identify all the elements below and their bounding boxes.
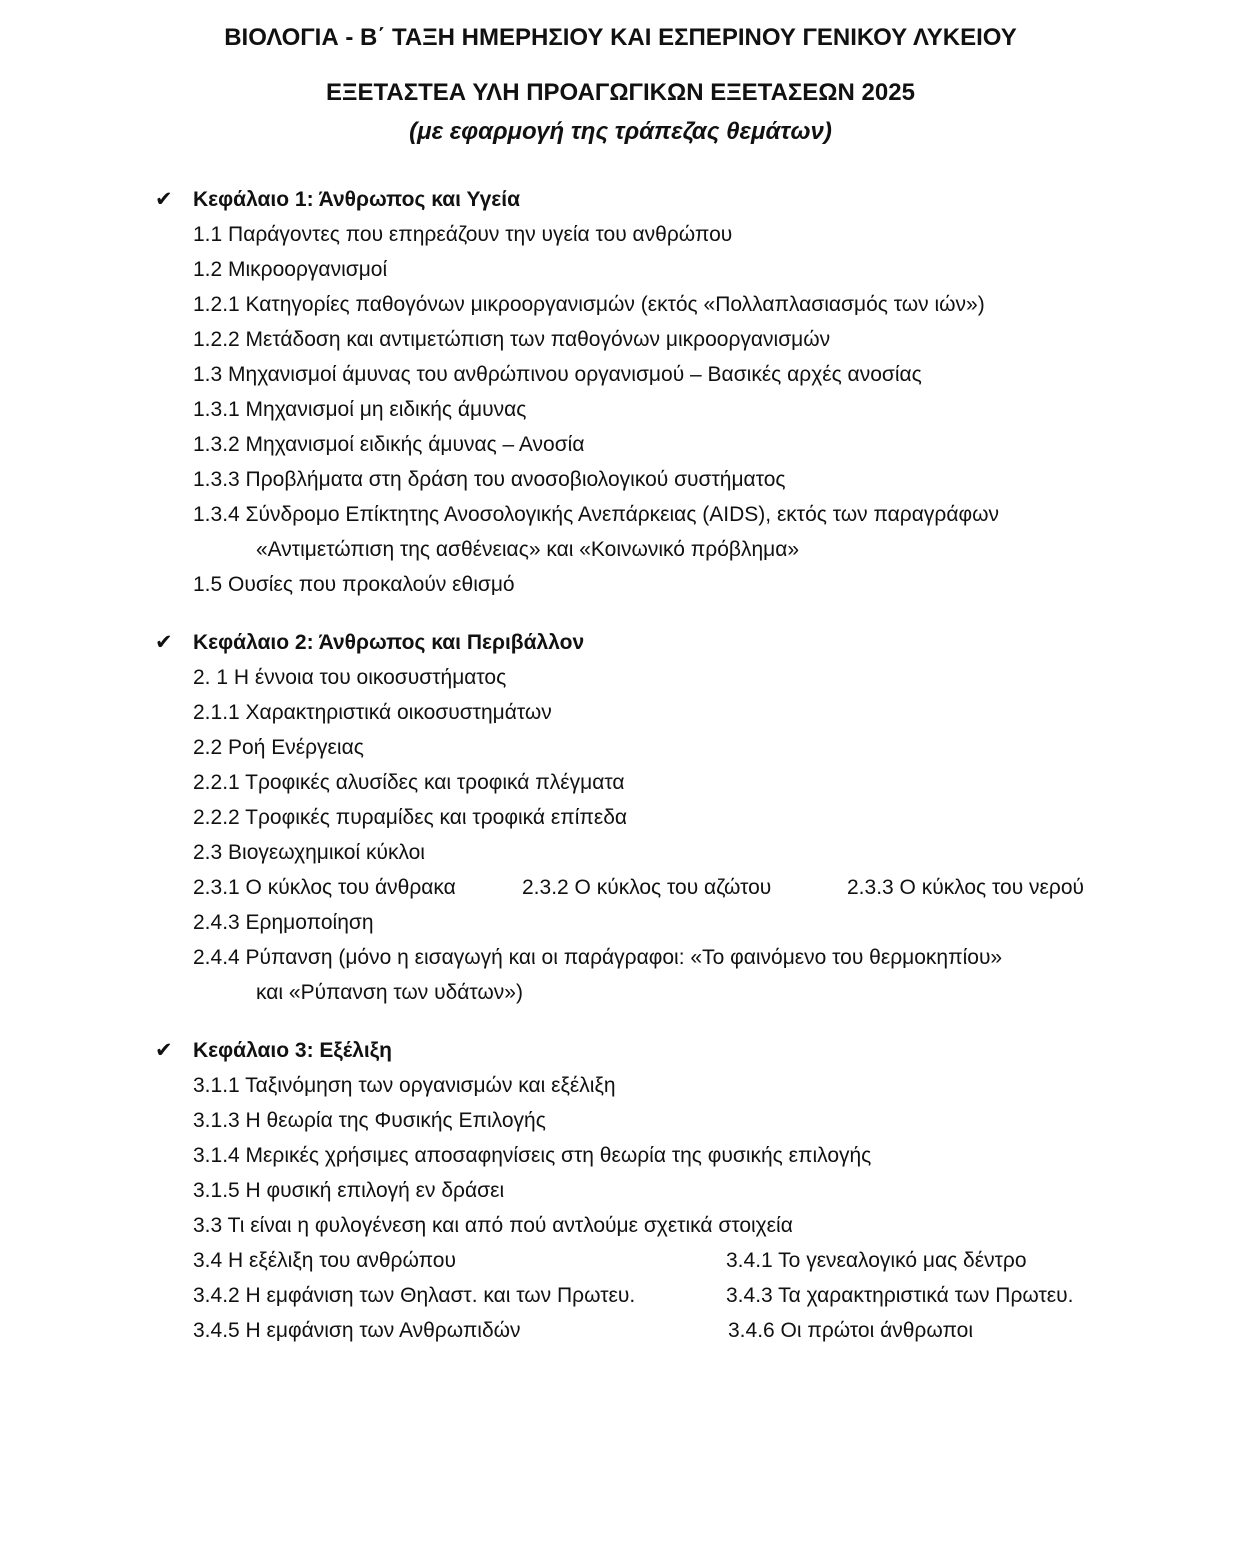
list-item: 1.2.2 Μετάδοση και αντιμετώπιση των παθογόνων μικροοργανισμών [193,328,831,351]
list-item: 2.2.2 Τροφικές πυραμίδες και τροφικά επίπεδα [193,806,628,829]
list-item: 1.1 Παράγοντες που επηρεάζουν την υγεία του ανθρώπου [193,223,733,246]
list-item: 1.3.2 Μηχανισμοί ειδικής άμυνας – Ανοσία [193,433,585,456]
list-item: 2.4.4 Ρύπανση (μόνο η εισαγωγή και οι παράγραφοι: «Το φαινόμενο του θερμοκηπίου» [193,946,1003,969]
list-item: 1.3.1 Μηχανισμοί μη ειδικής άμυνας [193,398,527,421]
chapter-1-title: Κεφάλαιο 1: Άνθρωπος και Υγεία [193,188,521,211]
check-mark-icon: ✔ [155,631,173,654]
chapter-2-title: Κεφάλαιο 2: Άνθρωπος και Περιβάλλον [193,631,585,654]
list-item: 3.4.1 Το γενεαλογικό μας δέντρο [726,1249,1027,1272]
document-subtitle: ΕΞΕΤΑΣΤΕΑ ΥΛΗ ΠΡΟΑΓΩΓΙΚΩΝ ΕΞΕΤΑΣΕΩΝ 2025 [326,79,915,106]
list-item: 2.3 Βιογεωχημικοί κύκλοι [193,841,425,864]
list-item: 3.4.2 Η εμφάνιση των Θηλαστ. και των Πρωτευ. [193,1284,636,1307]
list-item-continuation: «Αντιμετώπιση της ασθένειας» και «Κοινωνικό πρόβλημα» [256,538,800,561]
list-item: 2.4.3 Ερημοποίηση [193,911,374,934]
list-item-continuation: και «Ρύπανση των υδάτων») [256,981,523,1004]
list-item: 2.3.1 Ο κύκλος του άνθρακα [193,876,456,899]
list-item: 3.4.6 Οι πρώτοι άνθρωποι [728,1319,973,1342]
list-item: 3.3 Τι είναι η φυλογένεση και από πού αντλούμε σχετικά στοιχεία [193,1214,793,1237]
list-item: 1.3.4 Σύνδρομο Επίκτητης Ανοσολογικής Ανεπάρκειας (AIDS), εκτός των παραγράφων [193,503,999,526]
list-item: 3.4.5 Η εμφάνιση των Ανθρωπιδών [193,1319,521,1342]
list-item: 1.2 Μικροοργανισμοί [193,258,388,281]
list-item: 3.1.4 Μερικές χρήσιμες αποσαφηνίσεις στη θεωρία της φυσικής επιλογής [193,1144,872,1167]
list-item: 2.2.1 Τροφικές αλυσίδες και τροφικά πλέγματα [193,771,625,794]
list-item: 1.3.3 Προβλήματα στη δράση του ανοσοβιολογικού συστήματος [193,468,786,491]
check-mark-icon: ✔ [155,188,173,211]
list-item: 2. 1 Η έννοια του οικοσυστήματος [193,666,507,689]
list-item: 3.4 Η εξέλιξη του ανθρώπου [193,1249,456,1272]
check-mark-icon: ✔ [155,1039,173,1062]
list-item: 3.1.1 Ταξινόμηση των οργανισμών και εξέλιξη [193,1074,616,1097]
list-item: 2.3.3 Ο κύκλος του νερού [847,876,1084,899]
list-item: 1.3 Μηχανισμοί άμυνας του ανθρώπινου οργανισμού – Βασικές αρχές ανοσίας [193,363,922,386]
list-item: 1.2.1 Κατηγορίες παθογόνων μικροοργανισμών (εκτός «Πολλαπλασιασμός των ιών») [193,293,985,316]
document-note: (με εφαρμογή της τράπεζας θεμάτων) [409,118,832,145]
list-item: 1.5 Ουσίες που προκαλούν εθισμό [193,573,515,596]
chapter-3-title: Κεφάλαιο 3: Εξέλιξη [193,1039,392,1062]
document-title: ΒΙΟΛΟΓΙΑ - Β΄ ΤΑΞΗ ΗΜΕΡΗΣΙΟΥ ΚΑΙ ΕΣΠΕΡΙΝΟΥ ΓΕΝΙΚΟΥ ΛΥΚΕΙΟΥ [224,24,1017,51]
list-item: 3.1.3 Η θεωρία της Φυσικής Επιλογής [193,1109,546,1132]
list-item: 3.1.5 Η φυσική επιλογή εν δράσει [193,1179,505,1202]
list-item: 2.2 Ροή Ενέργειας [193,736,364,759]
list-item: 3.4.3 Τα χαρακτηριστικά των Πρωτευ. [726,1284,1074,1307]
list-item: 2.1.1 Χαρακτηριστικά οικοσυστημάτων [193,701,552,724]
list-item: 2.3.2 Ο κύκλος του αζώτου [522,876,772,899]
